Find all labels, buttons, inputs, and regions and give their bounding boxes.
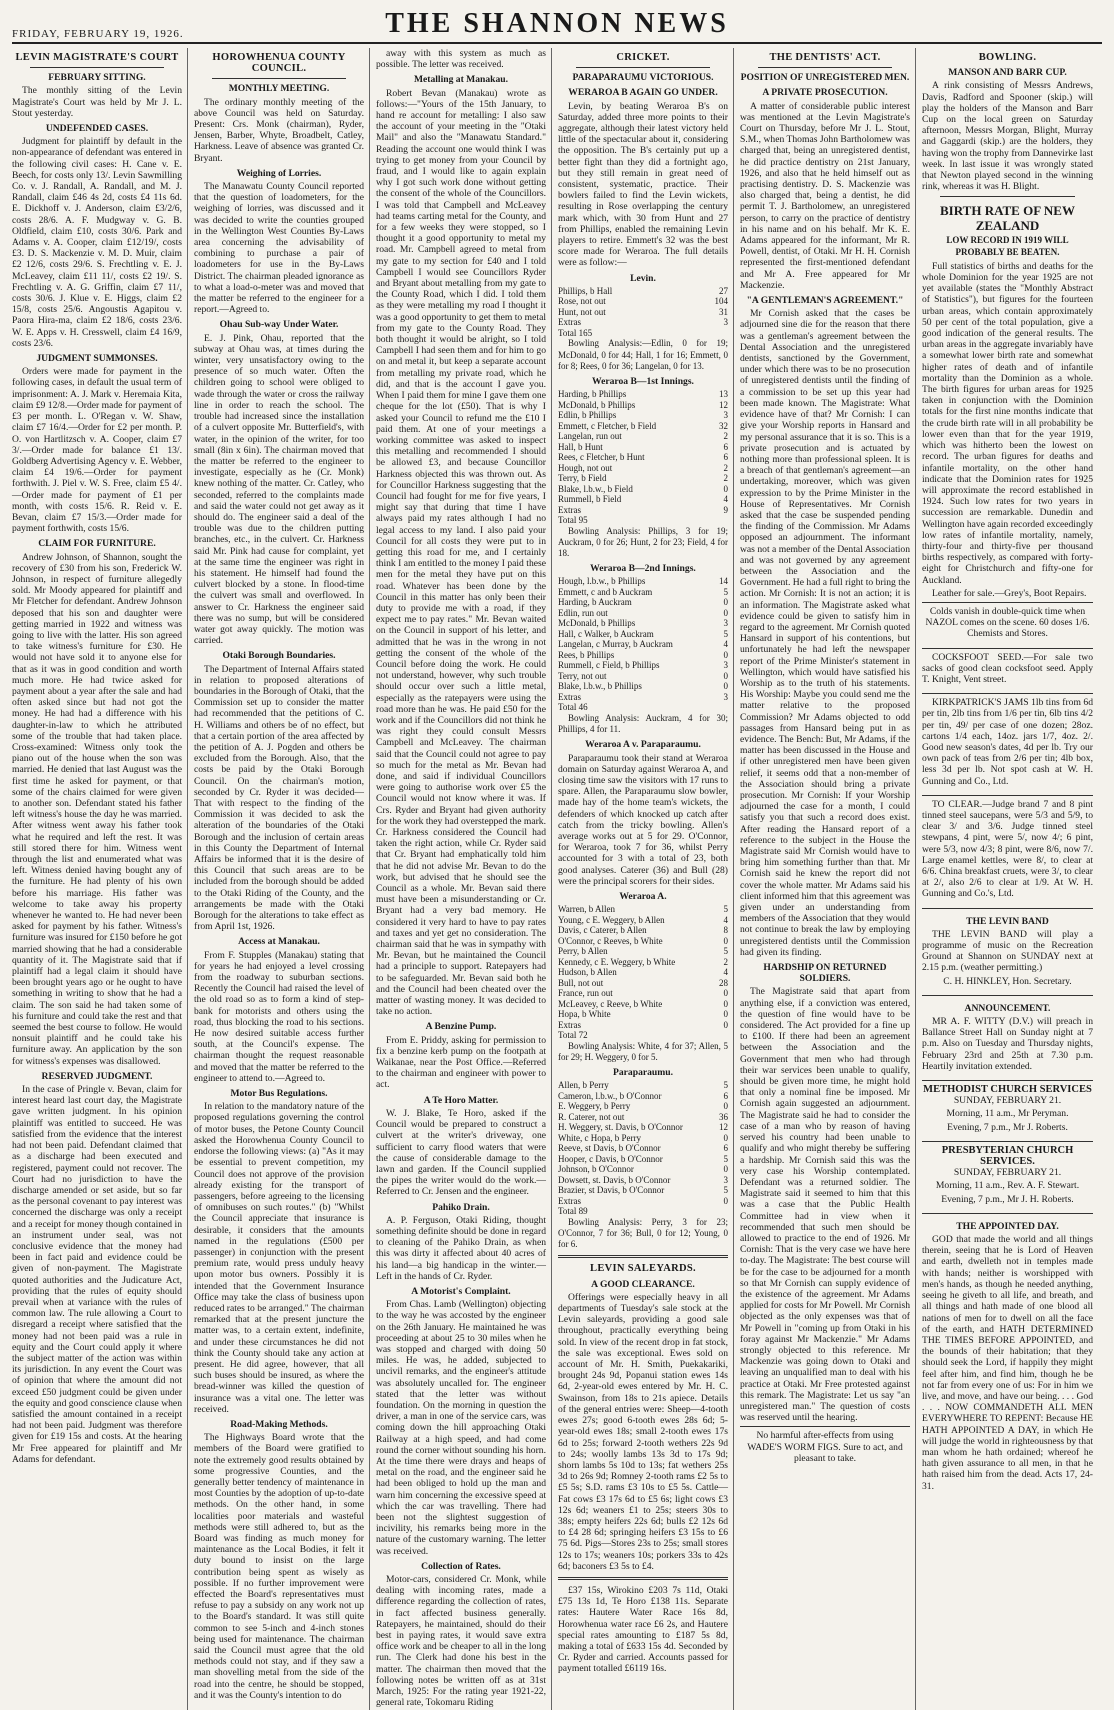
batsman-cell: Hooper, c Davis, b O'Connor: [558, 1153, 663, 1164]
batsman-cell: Young, c E. Weggery, b Allen: [558, 914, 665, 925]
motor-bus-text: In relation to the mandatory nature of the proposed regulations governing the control of motor buses, the Petone County Council asked the Horowhenua County Council to endorse the following views: (a) "As it may be essential to prevent competition, my Council does not approve of the provision already existing for the transport of passengers, before agreeing to the licensing of omnibuses on such routes." (b) "Whilst the Council appreciate that insurance is desirable, it considers that the amounts named in the regulations (£500 per passenger) in conjunction with the present premium rate, would press unduly heavy upon motor bus owners. Possibly it is intended that the Government Insurance Office may take the class of business upon reduced rates to be arranged." The chairman remarked that at the present juncture the matter was, to a certain extent, indefinite, and under these circumstances he did not think the County should take any action at present. He did agree, however, that all such buses should be insured, as where the bread-winner was killed the question of insurance was a vital one. The letter was received.: [194, 1101, 364, 1415]
cocksfoot-advert: [922, 648, 1093, 691]
batsman-cell: Davis, c Caterer, b Allen: [558, 925, 647, 936]
runs-cell: 3: [723, 660, 728, 671]
cricket-intro: Levin, by beating Weraroa B's on Saturday, added three more points to their aggregate, although their latest victory held little of the spectacular about it, considering the opposition. The B's certainly put up a better fight than they did a fortnight ago, but they still remain in great need of consistent, systematic, practice. Their bowlers failed to find the Levin wickets, resulting in Rose overlapping the century mark which, with 30 from Hunt and 27 from Phillips, enabled the remaining Levin players to retire. Emmett's 32 was the best score made for Weraroa. The full details were as follow:—: [558, 100, 728, 269]
runs-cell: 2: [723, 462, 728, 473]
divider: [940, 196, 1075, 197]
scorecard-weraroa-a: [558, 904, 728, 1041]
scorecard-row: [558, 1020, 728, 1031]
scorecard-levin: [558, 286, 728, 339]
scorecard-row: [558, 1122, 728, 1133]
batsman-cell: Hopa, b White: [558, 1009, 611, 1020]
subhead-private-prosecution: A PRIVATE PROSECUTION.: [762, 87, 888, 99]
benzine-text: From E. Priddy, asking for permission to fix a benzine kerb pump on the footpath at Waikanae, near the Post Office.—Referred to the chairman and engineer with power to act.: [376, 1034, 546, 1091]
appointed-day-heading: THE APPOINTED DAY.: [956, 1220, 1059, 1232]
runs-cell: 0: [723, 1132, 728, 1143]
scorecard-row: [558, 608, 728, 619]
batsman-cell: Total 72: [558, 1030, 588, 1041]
leather-advert: Leather for sale.—Grey's, Boot Repairs.: [932, 587, 1087, 599]
runs-cell: 0: [723, 597, 728, 608]
runs-cell: 8: [723, 925, 728, 936]
divider: [558, 1255, 728, 1258]
advert-text: TO CLEAR.—Judge brand 7 and 8 pint tinned steel saucepans, were 5/3 and 5/9, to clear 3/ and 3/6. Judge tinned steel stewpans, 4 pint, were 5/, now 4/; 6 pint, were 5/3, now 4/3; 8 pint, were 8/6, now 7/. Large enamel kettles, were 8/, to clear at 6/6. China breakfast cruets, were 3/, to clear at 2/, also 2/6 to clear at 1/9. At W. H. Gunning and Co.'s, Ltd.: [922, 798, 1093, 900]
runs-cell: 4: [723, 494, 728, 505]
scorecard-row: [558, 317, 728, 328]
batsman-cell: Langelan, c Murray, b Auckram: [558, 639, 673, 650]
batsman-cell: Harding, b Phillips: [558, 389, 627, 400]
runs-cell: 0: [723, 988, 728, 999]
runs-cell: 27: [719, 285, 728, 296]
scorecard-row: [558, 431, 728, 442]
subhead-rates: Collection of Rates.: [421, 1560, 501, 1572]
runs-cell: 6: [723, 452, 728, 463]
scorecard-row: [558, 286, 728, 297]
article-columns: [12, 48, 1102, 1709]
subway-text: E. J. Pink, Ohau, reported that the subway at Ohau was, at times during the winter, very unsatisfactory owing to the presence of so much water. Often the children going to school were obliged to wade through the water or cross the railway line in order to reach the school. The trouble had increased since the installation of a culvert opposite Mr. Butterfield's, with water, in the opinion of the writer, for too small (8in x 6in). The chairman moved that the matter be referred to the engineer to investigate, especially as he (Cr. Monk) knew nothing of the matter. Cr. Catley, who seconded, referred to the complaints made and said the water could not get away as it should do. The engineer said a deal of the trouble was due to the children putting branches, etc., in the culvert. Cr. Harkness said Mr. Pink had cause for complaint, yet at the same time the engineer was right in his statement. He himself had found the culvert blocked by a stone. In flood-time the culvert was small and overflowed. In answer to Cr. Harkness the engineer said there was no sump, but will be considered water got away quickly. The motion was carried.: [194, 332, 364, 647]
subhead-furniture: CLAIM FOR FURNITURE.: [38, 538, 156, 550]
batsman-cell: Hunt, not out: [558, 306, 606, 317]
runs-cell: 0: [723, 1195, 728, 1206]
batsman-cell: Reeve, st Davis, b O'Connor: [558, 1143, 661, 1154]
subhead-te-horo: A Te Horo Matter.: [423, 1094, 499, 1106]
batsman-cell: McDonald, b Phillips: [558, 618, 636, 629]
presbyterian-heading: PRESBYTERIAN CHURCH SERVICES.: [941, 1144, 1074, 1168]
headline-dentists-act: THE DENTISTS' ACT.: [769, 52, 881, 63]
scorecard-row: [558, 618, 728, 629]
masthead: [12, 6, 1102, 44]
batsman-cell: Emmett, c Fletcher, b Field: [558, 420, 657, 431]
scorecard-paraparaumu: [558, 1080, 728, 1217]
scorecard-row: [558, 681, 728, 692]
headline-levin-court: LEVIN MAGISTRATE'S COURT: [15, 52, 179, 63]
scorecard-row: [558, 999, 728, 1010]
runs-cell: 0: [723, 607, 728, 618]
batsman-cell: Rees, b Phillips: [558, 649, 615, 660]
runs-cell: 6: [723, 441, 728, 452]
batsman-cell: Kennedy, c E. Weggery, b White: [558, 956, 676, 967]
table-title-weraroa-1st: Weraroa B—1st Innings.: [592, 375, 694, 387]
batsman-cell: Total 95: [558, 515, 588, 526]
subhead-paraparaumu: PARAPARAUMU VICTORIOUS.: [572, 72, 714, 84]
runs-cell: 2: [723, 473, 728, 484]
bowling-analysis-1: Bowling Analysis:—Edlin, 0 for 19; McDonald, 0 for 44; Hall, 1 for 16; Emmett, 0 for 8; Rees, 0 for 36; Langelan, 0 for 13.: [558, 338, 728, 371]
presbyterian-line: SUNDAY, FEBRUARY 21.: [953, 1167, 1062, 1179]
to-clear-advert: [922, 795, 1093, 905]
scorecard-row: [558, 505, 728, 516]
scorecard-row: [558, 1009, 728, 1020]
scorecard-row: [558, 389, 728, 400]
scorecard-row: [558, 988, 728, 999]
scorecard-row: [558, 1196, 728, 1207]
column-5: [740, 48, 916, 1710]
scorecard-row: [558, 1143, 728, 1154]
batsman-cell: Rummell, c Field, b Phillips: [558, 660, 660, 671]
issue-date: FRIDAY, FEBRUARY 19, 1926.: [12, 28, 184, 40]
methodist-line: Evening, 7 p.m., Mr J. Roberts.: [947, 1121, 1068, 1133]
scorecard-row: [558, 915, 728, 926]
runs-cell: 5: [723, 628, 728, 639]
advert-text: No harmful after-effects from using WADE'S WORM FIGS. Sure to act, and pleasant to take.: [747, 1430, 903, 1464]
subhead-low-record: LOW RECORD IN 1919 WILL PROBABLY BE BEATEN.: [946, 235, 1069, 257]
column-6: [922, 48, 1098, 1710]
runs-cell: 3: [723, 317, 728, 328]
runs-cell: 32: [719, 420, 728, 431]
scorecard-row: [558, 1091, 728, 1102]
runs-cell: 3: [723, 618, 728, 629]
te-horo-text: W. J. Blake, Te Horo, asked if the Council would be prepared to construct a culvert at the writer's driveway, one sufficient to carry flood waters that were the cause of considerable damage to the lawn and garden. If the Council supplied the pipes the writer would do the work.—Referred to Cr. Jensen and the engineer.: [376, 1107, 546, 1198]
scorecard-row: [558, 463, 728, 474]
runs-cell: 5: [723, 1080, 728, 1091]
batsman-cell: Rose, not out: [558, 296, 606, 307]
scorecard-row: [558, 576, 728, 587]
scorecard-row: [558, 925, 728, 936]
runs-cell: 28: [719, 977, 728, 988]
batsman-cell: Perry, b Allen: [558, 946, 608, 957]
runs-cell: 4: [723, 914, 728, 925]
newspaper-title: THE SHANNON NEWS: [385, 8, 729, 39]
reserved-text: In the case of Pringle v. Bevan, claim for interest heard last court day, the Magistrate gave written judgment. In his opinion plaintiff was entitled to succeed. He was satisfied from the evidence that the interest had not been paid. Defendant claimed that as a discharge had been executed and registered, payment could not recover. The Court had no jurisdiction to have the discharge amended or set aside, but so far as the personal covenant to pay interest was concerned the discharge was only a receipt and a receipt for money though contained in an instrument under seal, was not conclusive evidence that the money had been in fact paid and evidence could be given of non-payment. The Magistrate quoted authorities and the Judicature Act, providing that the rules of equity should prevail when at variance with the rules of common law. The rule allowing a Court to disregard a receipt where satisfied that the money had not been paid was a rule in equity and the Court could apply it where the subject matter of the action was within its jurisdiction. In any event the Court was of opinion that where the amount did not exceed £50 judgment could be given under the equity and good conscience clause when satisfied the amount contained in a receipt had not been paid. Judgment was therefore given for £19 15s and costs. At the hearing Mr Free appeared for plaintiff and Mr Adams for defendant.: [12, 1084, 182, 1465]
batsman-cell: Terry, not out: [558, 670, 607, 681]
scorecard-row: [558, 1164, 728, 1175]
advert-text: KIRKPATRICK'S JAMS 1lb tins from 6d per tin, 2lb tins from 1/6 per tin, 6lb tins 4/2 per tin, 49/ per case of one dozen; 28oz. cartons 1/4 each, 14oz. jars 1/7, 4oz. 2/. Good new season's dates, 4d per lb. Try our own pack of teas from 2/6 per tin; 4lb box, less 3d per lb. Not spot cash at W. H. Gunning and Co., Ltd.: [922, 697, 1093, 787]
runs-cell: 0: [723, 681, 728, 692]
scorecard-row: [558, 307, 728, 318]
subhead-boundaries: Otaki Borough Boundaries.: [222, 650, 336, 662]
runs-cell: 2: [723, 431, 728, 442]
runs-cell: 3: [723, 1174, 728, 1185]
scorecard-row: [558, 1080, 728, 1091]
batsman-cell: Total 89: [558, 1206, 588, 1217]
subhead-gentlemans-agreement: "A GENTLEMAN'S AGREEMENT.": [746, 295, 904, 307]
bowling-analysis-5: Bowling Analysis: Perry, 3 for 23; O'Connor, 7 for 36; Bull, 0 for 12; Young, 0 for 6.: [558, 1216, 728, 1250]
scorecard-row: [558, 702, 728, 713]
batsman-cell: Rees, c Fletcher, b Hunt: [558, 452, 645, 463]
divider: [558, 1577, 728, 1580]
batsman-cell: Hall, c Walker, b Auckram: [558, 628, 654, 639]
runs-cell: 104: [714, 296, 728, 307]
batsman-cell: Extras: [558, 317, 581, 328]
methodist-line: Morning, 11 a.m., Mr Peryman.: [946, 1108, 1069, 1120]
table-title-levin: Levin.: [630, 272, 656, 284]
subhead-undefended: UNDEFENDED CASES.: [45, 123, 149, 135]
scorecard-row: [558, 650, 728, 661]
motorist-text: From Chas. Lamb (Wellington) objecting to the way he was accosted by the engineer on the 26th January. He maintained he was proceeding at about 25 to 30 miles when he was stopped and charged with doing 50 miles. He was, he added, subjected to uncivil remarks, and the engineer's attitude was absolutely uncalled for. The engineer stated that the letter was without foundation. On the morning in question the driver, a man in one of the service cars, was coming down the hill approaching Otaki Railway at a high speed, and had come round the corner without sounding his horn. At the time there were drays and heaps of metal on the road, and the engineer said he had been obliged to hold up the man and warn him concerning the excessive speed at which the car was travelling. There had been not the slightest suggestion of incivility, his remarks being more in the nature of the customary warning. The letter was received.: [376, 1299, 546, 1557]
furniture-text: Andrew Johnson, of Shannon, sought the recovery of £30 from his son, Frederick W. Johnson, in respect of furniture allegedly sold. Mr Moody appeared for plaintiff and Mr Fletcher for defendant. Andrew Johnson deposed that his son and daughter were getting married in 1922 and witness was going to live with the latter. His son agreed to take witness's furniture for £30. He would not have sold it to anyone else for that as it was in good condition and worth much more. He had twice asked for payment about a year after the sale and had often asked since but had not got the money. He had had a difference with his daughter-in-law to which he attributed some of the trouble that had taken place. Cross-examined: Witness only took the piano out of the house when the son was married. He denied that last August was the first time he asked for payment, or that some of the chairs claimed for were given to another son. Defendant stated his father left witness's house the day he was married. After witness went away his father took what he required and left the rest. It was still stored there for him. Witness went through the list and enumerated what was left. Witness denied having bought any of the furniture. He had plenty of his own before his marriage. His father was welcome to take away his property whenever he wanted to. He had never been asked for payment by his father. Witness's furniture was insured for £150 before he got married showing that he had a considerable quantity of it. The Magistrate said that if plaintiff had a legal claim it should have been brought years ago or he ought to have something in writing to show that he had a claim. The son said he had taken some of his furniture and could take the rest and that seemed the best course to follow. He would nonsuit plaintiff and he could take his furniture away. An application by the son for witness's expenses was disallowed.: [12, 551, 182, 1067]
batsman-cell: Johnson, b O'Connor: [558, 1164, 634, 1175]
rates-text: Motor-cars, considered Cr. Monk, while dealing with incoming rates, made a difference regarding the collection of rates, in fact affected business generally. Ratepayers, he maintained, should do their best in paying rates, it would save extra office work and be cheaper to all in the long run. The Clerk had done his best in the matter. The chairman then moved that the following notes be written off as at 31st March, 1925: For the rating year 1921-22, general rate, Tokomaru Riding: [376, 1574, 546, 1709]
runs-cell: 5: [723, 586, 728, 597]
column-4: [558, 48, 734, 1710]
worm-figs-advert: [740, 1426, 910, 1469]
appointed-day-text: GOD that made the world and all things therein, seeing that he is Lord of Heaven and earth, dwelleth not in temples made with hands; neither is worshipped with men's hands, as though he needed anything, seeing he giveth to all life, and breath, and all things and hath made of one blood all nations of men for to dwell on all the face of the earth, and HATH DETERMINED THE TIMES BEFORE APPOINTED, and the bounds of their habitation; that they should seek the Lord, if happily they might feel after him, and find him, though he be not far from every one of us: For in him we live, and move, and have our being. . . . God . . . NOW COMMANDETH ALL MEN EVERYWHERE TO REPENT: Because HE HATH APPOINTED A DAY, in which He will judge the world in righteousness by that man whom he hath ordained; whereof he hath given assurance to all men, in that he hath raised him from the dead. Acts 17, 24-31.: [922, 1234, 1093, 1492]
manakau-access-text: From F. Stupples (Manakau) stating that for years he had enjoyed a level crossing from the roadway to suburban sections. Recently the Council had raised the level of the old road so as to form a kind of step-bank for motorists and others using the road, thus blocking the road to his sections. He now desired suitable access further south, at the Council's expense. The chairman thought the request reasonable and moved that the matter be referred to the engineer to attend to.—Agreed to.: [194, 949, 364, 1084]
runs-cell: 9: [723, 504, 728, 515]
runs-cell: 6: [723, 1090, 728, 1101]
runs-cell: 3: [723, 410, 728, 421]
boundaries-text: The Department of Internal Affairs stated in relation to proposed alterations of boundaries in the Borough of Otaki, that the Commission set up to consider the matter had recommended that the petitions of C. H. Williams and others be of no effect, but that a certain portion of the area affected by the petition of A. J. Pogden and others be excluded from the Borough. Also, that the costs be paid by the Otaki Borough Council. On the chairman's motion, seconded by Cr. Ryder it was decided—That with respect to the finding of the Commission it was decided to ask the alteration of the boundaries of the Otaki Borough and the inclusion of certain areas in this County the Department of Internal Affairs be informed that it is the desire of this Council that such areas are to be included from the borough should be added to the Otaki Riding of the County, and the arrangements be made with the Otaki Borough for the alterations to take effect as from April 1st, 1926.: [194, 663, 364, 933]
scorecard-row: [558, 597, 728, 608]
methodist-heading: METHODIST CHURCH SERVICES: [923, 1084, 1092, 1096]
scorecard-row: [558, 1112, 728, 1123]
divider: [212, 78, 346, 79]
subhead-unregistered: POSITION OF UNREGISTERED MEN.: [740, 72, 910, 84]
runs-cell: 4: [723, 639, 728, 650]
table-title-weraroa-a: Weraroa A.: [619, 891, 667, 903]
subhead-hardship: HARDSHIP ON RETURNED SOLDIERS.: [763, 962, 887, 985]
scorecard-row: [558, 410, 728, 421]
column-3: [376, 48, 552, 1710]
dentists-text-3: The Magistrate said that apart from anything else, if a conviction was entered, the question of fine would have to be considered. The Act provided for a fine up to £100. If there had been an agreement between the Association and the Government that men who had through their war services been unable to qualify, should be given more time, he might hold that only a nominal fine be imposed. Mr Cornish again suggested an adjournment. The Magistrate said he had to consider the case of a man who by reason of having served his country had been unable to qualify and who might thereby be suffering a hardship. Mr Cornish said this was the very case his Worship contemplated. Defendant was a returned soldier. The Magistrate said it seemed to him that this was a case that the Public Health Committee had in view when it recommended that such men should be allowed to practice to the end of 1926. Mr Cornish: That is the very case we have here to-day. The Magistrate: The best course will be for the case to be adjourned for a month so that Mr Cornish can supply evidence of the existence of the agreement. Mr Adams applied for costs for Mr Powell. Mr Cornish objected as the only expenses was that of Mr Powell in "coming up from Otaki in his foray against Mr Mackenzie." Mr Adams strongly objected to this reference. Mr Mackenzie was going down to Otaki and leaving an unqualified man to deal with his practice at Otaki. Mr Free protested against this remark. The Magistrate: Let us say "an unregistered man." The question of costs was reserved until the hearing.: [740, 986, 910, 1424]
council-intro: The ordinary monthly meeting of the above Council was held on Saturday. Present: Crs. Monk (chairman), Ryder, Jensen, Barber, Whyte, Broadbelt, Catley, Harkness. Leave of absence was granted Cr. Bryant.: [194, 96, 364, 164]
batsman-cell: Hall, b Hunt: [558, 441, 603, 452]
scorecard-row: [558, 473, 728, 484]
runs-cell: 6: [723, 1143, 728, 1154]
scorecard-row: [558, 1154, 728, 1165]
batsman-cell: Extras: [558, 504, 581, 515]
subhead-manakau-access: Access at Manakau.: [238, 936, 320, 948]
band-text: THE LEVIN BAND will play a programme of music on the Recreation Ground at Shannon on SUNDAY next at 2.15 p.m. (weather permitting.): [922, 928, 1093, 974]
runs-cell: [704, 328, 728, 339]
scorecard-row: [558, 1030, 728, 1041]
headline-cricket: CRICKET.: [616, 52, 670, 63]
methodist-notice: [922, 1080, 1093, 1138]
presbyterian-line: Morning, 11 a.m., Rev. A. F. Stewart.: [935, 1180, 1080, 1192]
subhead-weraroa: WERAROA B AGAIN GO UNDER.: [568, 87, 718, 99]
runs-cell: 12: [719, 399, 728, 410]
table-title-paraparaumu: Paraparaumu.: [613, 1067, 673, 1079]
batsman-cell: Emmett, c and b Auckram: [558, 586, 653, 597]
announcement-text: MR A. F. WITTY (D.V.) will preach in Ballance Street Hall on Sunday night at 7 p.m. Also on Tuesday and Thursday nights, February 23rd and 25th at 7.30 p.m. Heartily invitation extended.: [922, 1016, 1093, 1072]
appointed-day-notice: [922, 1213, 1093, 1497]
scorecard-row: [558, 957, 728, 968]
scorecard-row: [558, 629, 728, 640]
bowling-analysis-4: Bowling Analysis: White, 4 for 37; Allen, 5 for 29; H. Weggery, 0 for 5.: [558, 1040, 728, 1062]
announcement-notice: [922, 995, 1093, 1077]
subhead-good-clearance: A GOOD CLEARANCE.: [591, 1278, 695, 1290]
bowling-analysis-3: Bowling Analysis: Auckram, 4 for 30; Phillips, 4 for 11.: [558, 712, 728, 735]
headline-bowling: BOWLING.: [978, 52, 1037, 63]
subhead-reserved: RESERVED JUDGMENT.: [41, 1070, 153, 1082]
scorecard-row: [558, 639, 728, 650]
runs-cell: 14: [719, 576, 728, 587]
scorecard-row: [558, 946, 728, 957]
batsman-cell: H. Weggery, st. Davis, b O'Connor: [558, 1122, 683, 1133]
divider: [758, 67, 892, 68]
batsman-cell: Total 46: [558, 702, 588, 713]
batsman-cell: McLeavey, c Reeve, b White: [558, 998, 663, 1009]
dentists-text-1: A matter of considerable public interest was mentioned at the Levin Magistrate's Court on Thursday, before Mr J. L. Stout, S.M., when Thomas John Bartholomew was charged that, being an unregistered dentist, he did practice dentistry on 21st January, 1926, and also that he held himself out as practising dentistry. D. S. Mackenzie was also charged that, being a dentist, he did permit T. J. Bartholomew, an unregistered person, to carry on the practice of dentistry in his name and on his behalf. Mr K. E. Adams appeared for the informant, Mr R. Powell, dentist, of Otaki. Mr H. H. Cornish represented the first-mentioned defendant and Mr A. Free appeared for Mr Mackenzie.: [740, 100, 910, 291]
methodist-line: SUNDAY, FEBRUARY 21.: [953, 1095, 1062, 1107]
kirkpatrick-advert: [922, 693, 1093, 792]
subhead-manson-barr: MANSON AND BARR CUP.: [948, 67, 1067, 79]
subhead-summonses: JUDGMENT SUMMONSES.: [36, 353, 158, 365]
announcement-heading: ANNOUNCEMENT.: [964, 1002, 1051, 1014]
subhead-metalling: Metalling at Manakau.: [413, 74, 509, 86]
scorecard-row: [558, 421, 728, 432]
subhead-motor-bus: Motor Bus Regulations.: [230, 1088, 328, 1100]
scorecard-row: [558, 515, 728, 526]
scorecard-row: [558, 400, 728, 411]
nazol-advert: [922, 602, 1093, 645]
runs-cell: [704, 1206, 728, 1217]
scorecard-row: [558, 587, 728, 598]
runs-cell: 12: [719, 1122, 728, 1133]
weraroa-a-report: Paraparaumu took their stand at Weraroa domain on Saturday against Weraroa A, and closing time saw the visitors with 17 runs to spare. Allen, the Paraparaumu slow bowler, made hay of the home team's wickets, the defenders of which knocked up catch after catch from the tricky bowling. Allen's average works out at 5 for 29. O'Connor, for Weraroa, took 7 for 36, whilst Perry accounted for 3 with a total of 23, both good analyses. Caterer (36) and Bull (28) were the principal scorers for their sides.: [558, 752, 728, 887]
road-making-text: The Highways Board wrote that the members of the Board were gratified to note the extremely good results obtained by some progressive Counties, and the generally better tendency of maintenance in most Counties by the adoption of up-to-date methods. On the other hand, in some localities poor materials and wasteful methods were still adhered to, but as the Board was finding as much money for maintenance as the Local Bodies, it felt it duty bound to insist on the large contribution being spent as wisely as possible. If no further improvement were effected the Board's representatives must refuse to pay a subsidy on any work not up to the Board's standard. It was still quite common to see 5-inch and 4-inch stones being used for maintenance. The chairman said the Council must agree that the old methods could not stay, and if they saw a man shovelling metal from the side of the road into the centre, he should be stopped, and it was the County's intention to do: [194, 1432, 364, 1701]
scorecard-row: [558, 1101, 728, 1112]
runs-cell: 31: [719, 306, 728, 317]
batsman-cell: O'Connor, c Reeves, b White: [558, 935, 663, 946]
scorecard-weraroa-2nd: [558, 576, 728, 713]
runs-cell: 5: [723, 946, 728, 957]
table-title-weraroa-a-v-para: Weraroa A v. Paraparaumu.: [585, 739, 701, 751]
batsman-cell: McDonald, b Phillips: [558, 399, 636, 410]
batsman-cell: France, run out: [558, 988, 613, 999]
subhead-pahiko: Pahiko Drain.: [432, 1201, 490, 1213]
divider: [576, 67, 710, 68]
undefended-cases-text: Judgment for plaintiff by default in the non-appearance of defendant was entered in the following civil cases: H. Cane v. E. Beech, for costs only 13/. Levin Sawmilling Co. v. J. Randall, A. Randall, and M. J. Randall, claim £46 4s 2d, costs £4 11s 6d. E. Dickhoff v. J. Anderson, claim £3/2/6, costs 28/6. A. F. Mudgway v. G. B. Oldfield, claim £10, costs 30/6. Park and Adams v. A. Cooper, claim £12/19/, costs £3. D. S. Mackenzie v. M. D. Muir, claim £2 12/6, costs 29/6. S. Frechtling v. E. J. McLeavey, claim £11 11/, costs £2 19/. S. Frechtling v. A. G. Griffin, claim £7 11/, costs 30/6. J. Klue v. E. Higgs, claim £2 15/8, costs 25/6. Angoustis Agapitou v. Paora Hira-ma, claim £2 18/6, costs 23/6. W. E. Apps v. H. Cresswell, claim £4 16/9, costs 23/6.: [12, 136, 182, 349]
runs-cell: 0: [723, 1009, 728, 1020]
batsman-cell: Harding, b Auckram: [558, 597, 632, 608]
scorecard-row: [558, 494, 728, 505]
divider: [30, 67, 164, 68]
scorecard-row: [558, 1175, 728, 1186]
batsman-cell: Extras: [558, 691, 581, 702]
scorecard-row: [558, 671, 728, 682]
dentists-text-2: Mr Cornish asked that the cases be adjourned sine die for the reason that there was a gentleman's agreement between the Dental Association and the unregistered dentists, sanctioned by the Government, under which there was to be no prosecution of unregistered dentists until the finding of a commission to be set up this year had been made known. The Magistrate: What evidence have of that? Mr Cornish: I can give your Worship reports in Hansard and my personal assurance that it is so. This is a private prosecution and is actuated by nothing more than professional spleen. It is a breach of that gentleman's agreement—an undertaking, moreover, which was given expression to by the Prime Minister in the House of Representatives. Mr Cornish asked that the case be suspended pending the finding of the Commission. Mr Adams opposed an adjournment. The informant was not a member of the Dental Association and was not governed by any agreement between the Association and the Government. He had a full right to bring the action. Mr Cornish: It is not an action; it is an information. The Magistrate asked what evidence could be given to satisfy him in regard to the agreement. Mr Cornish quoted Hansard in support of his contentions, but unfortunately he had left the newspaper report of the Prime Minister's statement in Wellington, which would have satisfied his Worship as to the truth of his statements. His Worship: Maybe you could send me the matter relative to the proposed Commission? Mr Adams objected to odd passages from Hansard being put in as evidence. The Bench: But, Mr Adams, if the matter has been discussed in the House and if other unregistered men have been given relief, it seems odd that a non-member of the Association should bring a private prosecution. Mr Cornish: If your Worship adjourned the case for a month, I could satisfy you that such a record does exist. After reading the Hansard report of a reference to the subject in the House the Magistrate said Mr Cornish would have to bring him something further than that. Mr Cornish said he knew the report did not cover the whole matter. Mr Adams said his client informed him that this agreement was given under an understanding from members of the Association that they would not continue to break the law by employing unregistered dentists until the Commission had given its finding.: [740, 308, 910, 958]
runs-cell: 4: [723, 967, 728, 978]
band-heading: THE LEVIN BAND: [966, 915, 1049, 927]
metalling-text: Robert Bevan (Manakau) wrote as follows:—"Yours of the 15th January, to hand re account for metalling: I also saw the account of your meeting in the "Otaki Mail" and also the "Manawatu Standard." Reading the account one would think I was trying to get money from your Council by fraud, and I would like to again explain why I got such work done without getting the consent of the whole of the Councillors. I was told that Campbell and McLeavey had teams carting metal for the County, and for a few weeks they were stopped, so I thought it a good opportunity to metal my road. Mr. Campbell agreed to metal from my gate to my section for £40 and I told Campbell I would see Councillors Ryder and Bryant about metalling from my gate to the County Road, which I did. I told them as they were metalling my road I thought it was a good opportunity to get them to metal from my gate to the County Road. They both thought it would be alright, so I told Campbell I had seen them and for him to go on and metal it, but keep a separate account from metalling my private road, which he did, and that is the account I gave you. When I paid them for mine I gave them one cheque for the lot (£50). That is why I asked your Council to refund me the £10 I paid them. At one of your meetings a working committee was asked to inspect this metalling and recommended I should be allowed £3, and because Councillor Harkness objected this was thrown out. As for Councillor Harkness suggesting that the Council had fought for me for five years, I might say that during that time I have always paid my rates although I had no legal access to my land. I also paid your Council for all costs they were put to in getting this road for me, and I certainly think I am entitled to the money I paid these men for the metal they have put on this road. Whatever has been done by the Council in this matter has only been their duty to provide me with a road, if they expect me to pay rates." Mr. Bevan waited on the Council in support of his letter, and admitted that he was in the wrong in not getting the consent of the whole of the Council before doing the work. He could not understand, however, why such trouble should occur over such a little metal, especially as the ratepayers were using the road more than he was. He paid £50 for the work and if the Councillors did not think he was right they could consult Messrs Campbell and McLeavey. The chairman said that the Council could not agree to pay so much for the metal as Mr. Bevan had done, and said if individual Councillors were going to authorise work over £5 the Council would not know where it was. If Crs. Ryder and Bryant had given authority for the work they had overstepped the mark. Cr. Harkness considered the Council had taken the right action, while Cr. Ryder said that Cr. Bryant had emphatically told him that he did not advise Mr. Bevan to do the work, but advised that he should see the Council as a whole. Mr. Bevan said there must have been a misunderstanding or Cr. Bryant had a very bad memory. He considered it very hard to have to pay rates and taxes and yet get no consideration. The chairman said that he was in sympathy with Mr. Bevan, but he maintained the Council had a principle to support. Ratepayers had to be safeguarded. Mr. Bevan said both he and the Council had been cheated over the matter of wasting money. It was decided to take no action.: [376, 87, 546, 1018]
subhead-benzine-pump: A Benzine Pump.: [425, 1021, 497, 1033]
subhead-february-sitting: FEBRUARY SITTING.: [48, 72, 146, 84]
runs-cell: 13: [719, 389, 728, 400]
runs-cell: 5: [723, 904, 728, 915]
batsman-cell: Rummell, b Field: [558, 494, 622, 505]
scorecard-row: [558, 978, 728, 989]
summonses-text: Orders were made for payment in the following cases, in default the usual term of imprisonment: A. J. Mark v. Heremaia Kita, claim £9 12/8.—Order made for payment of £3 per month. L. O'Regan v. W. Shaw, claim £7 16/4.—Order for £2 per month. P. O. von Hartlitzsch v. A. Cooper, claim £7 3/.—Order made for balance £1 13/. Goldberg Advertising Agency v. E. Webber, claim £4 19/6.—Order for payment forthwith. J. Piel v. W. S. Free, claim £5 4/.—Order made for payment of £1 per month, with costs 15/6. R. Reid v. E. Bevan, claim £7 15/3.—Order made for payment forthwith, costs 15/6.: [12, 366, 182, 535]
subhead-lorries: Weighing of Lorries.: [236, 167, 322, 179]
presbyterian-line: Evening, 7 p.m., Mr J. H. Roberts.: [941, 1193, 1074, 1205]
advert-text: COCKSFOOT SEED.—For sale two sacks of good clean cocksfoot seed. Apply T. Knight, Vent street.: [922, 651, 1093, 685]
lorries-text: The Manawatu County Council reported that the question of loadometers, for the weighing of lorries, was discussed and it was decided to write the counties grouped in the Wellington West Counties By-Laws area concerning the advisability of combining to purchase a pair of loadometers for use in the By-Laws District. The chairman pleaded ignorance as to what a load-o-meter was and moved that the matter be referred to the engineer for a report.—Agreed to.: [194, 181, 364, 316]
saleyards-text: Offerings were especially heavy in all departments of Tuesday's sale stock at the Levin saleyards, providing a good sale throughout, practically everything being sold. In view of the recent drop in fat stock, the sale was exceptional. Ewes sold on account of Mr. H. Smith, Puekakariki, brought 24s 9d, Popanui station ewes 14s 6d, 2-year-old ewes entered by Mr. H. C. Swainson, from 18s to 21s apiece. Details of the general entries were: Sheep—4-tooth ewes 27s; good 6-tooth ewes 28s 6d; 5-year-old ewes 18s; small 2-tooth ewes 17s 6d to 25s; forward 2-tooth wethers 22s 9d to 24s; woolly lambs 13s 3d to 17s 9d; shorn lambs 5s 10d to 13s; fat wethers 25s 3d to 26s 9d; Romney 2-tooth rams £2 5s to £5 5s; S.D. rams £3 10s to £5 5s. Cattle—Fat cows £3 17s 6d to £5 6s; light cows £3 12s 6d; weaners £1 to 25s; steers 30s to 38s; empty heifers 22s 6d; bulls £2 12s 6d to £4 28 6d; springing heifers £3 15s to £6 75 6d. Pigs—Stores 23s to 25s; small stores 12s to 17s; weaners 10s; porkers 33s to 42s 6d; baconers £3 5s to £4.: [558, 1291, 728, 1572]
table-title-weraroa-2nd: Weraroa B—2nd Innings.: [590, 563, 696, 575]
band-signature: C. H. HINKLEY, Hon. Secretary.: [943, 975, 1072, 987]
bowling-analysis-2: Bowling Analysis: Phillips, 3 for 19; Auckram, 0 for 26; Hunt, 2 for 23; Field, 4 for 18.: [558, 525, 728, 559]
scorecard-row: [558, 692, 728, 703]
column-1: [12, 48, 188, 1710]
runs-cell: 3: [723, 691, 728, 702]
batsman-cell: Allen, b Perry: [558, 1080, 609, 1091]
runs-cell: 2: [723, 956, 728, 967]
bowling-text: A rink consisting of Messrs Andrews, Davis, Radford and Spooner (skip.) will play the holders of the Manson and Barr Cup on the local green on Saturday afternoon, Messrs Morgan, Blight, Murray and Gaggardi (skip.) are the holders, they having won the trophy from Dannevirke last week. In last issue it was wrongly stated that Newton played second in the winning rink, whereas it was H. Blight.: [922, 80, 1093, 193]
batsman-cell: Cameron, l.b.w., b O'Connor: [558, 1090, 662, 1101]
runs-cell: 0: [723, 670, 728, 681]
batsman-cell: Hough, l.b.w., b Phillips: [558, 576, 646, 587]
scorecard-row: [558, 967, 728, 978]
runs-cell: 5: [723, 1185, 728, 1196]
batsman-cell: Blake, l.b.w., b Phillips: [558, 681, 642, 692]
batsman-cell: Dowsett, st. Davis, b O'Connor: [558, 1174, 671, 1185]
runs-cell: [704, 515, 728, 526]
runs-cell: 0: [723, 1164, 728, 1175]
batsman-cell: Warren, b Allen: [558, 904, 616, 915]
advert-text: Colds vanish in double-quick time when NAZOL comes on the scene. 60 doses 1/6. Chemists and Stores.: [925, 605, 1090, 640]
scorecard-row: [558, 936, 728, 947]
runs-cell: [704, 702, 728, 713]
column-2: [194, 48, 370, 1710]
batsman-cell: Extras: [558, 1195, 581, 1206]
article-intro: The monthly sitting of the Levin Magistrate's Court was held by Mr J. L. Stout yesterday.: [12, 85, 182, 119]
batsman-cell: White, c Hopa, b Perry: [558, 1132, 641, 1143]
headline-saleyards: LEVIN SALEYARDS.: [590, 1263, 696, 1275]
scorecard-row: [558, 328, 728, 339]
batsman-cell: Extras: [558, 1019, 581, 1030]
runs-cell: 5: [723, 1153, 728, 1164]
batsman-cell: E. Weggery, b Perry: [558, 1101, 631, 1112]
runs-cell: 0: [723, 998, 728, 1009]
scorecard-row: [558, 1206, 728, 1217]
subhead-motorist: A Motorist's Complaint.: [411, 1285, 511, 1297]
batsman-cell: Edlin, b Phillips: [558, 410, 617, 421]
scorecard-row: [558, 1185, 728, 1196]
batsman-cell: Total 165: [558, 327, 593, 338]
headline-county-council: HOROWHENUA COUNTY COUNCIL.: [212, 52, 346, 75]
runs-cell: [704, 1030, 728, 1041]
runs-cell: 0: [723, 483, 728, 494]
batsman-cell: Brazier, st Davis, b O'Connor: [558, 1185, 665, 1196]
batsman-cell: Hudson, b Allen: [558, 967, 617, 978]
headline-birth-rate: BIRTH RATE OF NEW ZEALAND: [940, 203, 1075, 234]
batsman-cell: Blake, l.b.w., b Field: [558, 483, 633, 494]
batsman-cell: Terry, b Field: [558, 473, 607, 484]
subhead-subway: Ohau Sub-way Under Water.: [219, 319, 339, 331]
batsman-cell: R. Caterer, not out: [558, 1111, 625, 1122]
scorecard-row: [558, 296, 728, 307]
scorecard-row: [558, 904, 728, 915]
runs-cell: 0: [723, 1019, 728, 1030]
pahiko-text: A. P. Ferguson, Otaki Riding, thought something definite should be done in regard to cleaning of the Pahiko Drain, as when this was dirty it affected about 40 acres of his land—a big handicap in the winter.—Left in the hands of Cr. Ryder.: [376, 1214, 546, 1282]
runs-cell: 0: [723, 935, 728, 946]
presbyterian-notice: [922, 1141, 1093, 1210]
scorecard-row: [558, 1133, 728, 1144]
batsman-cell: Bull, not out: [558, 977, 604, 988]
newspaper-page: [12, 6, 1102, 1709]
rates-continued-text: £37 15s, Wirokino £203 7s 11d, Otaki £75 13s 1d, Te Horo £138 11s. Separate rates: Hautere Water Race 16s 8d, Horowhenua water race £6 2s, and Hautere special rates amounting to £187 5s 8d, making a total of £633 15s 4d. Seconded by Cr. Ryder and carried. Accounts passed for payment totalled £6119 16s.: [558, 1584, 728, 1675]
runs-cell: 36: [719, 1111, 728, 1122]
continued-text: away with this system as much as possible. The letter was received.: [376, 48, 546, 71]
scorecard-row: [558, 660, 728, 671]
subhead-monthly-meeting: MONTHLY MEETING.: [228, 83, 330, 95]
subhead-road-making: Road-Making Methods.: [230, 1418, 328, 1430]
scorecard-row: [558, 442, 728, 453]
batsman-cell: Hough, not out: [558, 462, 613, 473]
levin-band-notice: [922, 908, 1093, 992]
batsman-cell: Langelan, run out: [558, 431, 622, 442]
runs-cell: 0: [723, 649, 728, 660]
scorecard-row: [558, 484, 728, 495]
birth-rate-text: Full statistics of births and deaths for the whole Dominion for the year 1925 are not yet available (states the "Monthly Abstract of Statistics"), but figures for the fourteen urban areas, which contain approximately 50 per cent of the total population, give a good indication of the general results. The urban areas in the aggregate invariably have a somewhat lower birth rate and somewhat higher rates of death and of infantile mortality than the Dominion as a whole. The birth figures for urban areas for 1925 taken in conjunction with the Dominion totals for the first nine months indicate that the crude birth rate will in all probability be lower even than that for the year 1919, which was hitherto been the lowest on record. The urban figures for deaths and infantile mortality, on the other hand indicate that the Dominion rates for 1925 will approximate the record established in 1924. Such low rates for two years in succession are remarkable. Dunedin and Wellington have again recorded exceedingly low rates of infantile mortality, namely, thirty-four and thirty-five per thousand births respectively, as compared with forty-eight for Christchurch and fifty-one for Auckland.: [922, 260, 1093, 586]
scorecard-row: [558, 452, 728, 463]
batsman-cell: Edlin, run out: [558, 607, 608, 618]
scorecard-weraroa-1st: [558, 389, 728, 526]
runs-cell: 0: [723, 1101, 728, 1112]
batsman-cell: Phillips, b Hall: [558, 285, 613, 296]
